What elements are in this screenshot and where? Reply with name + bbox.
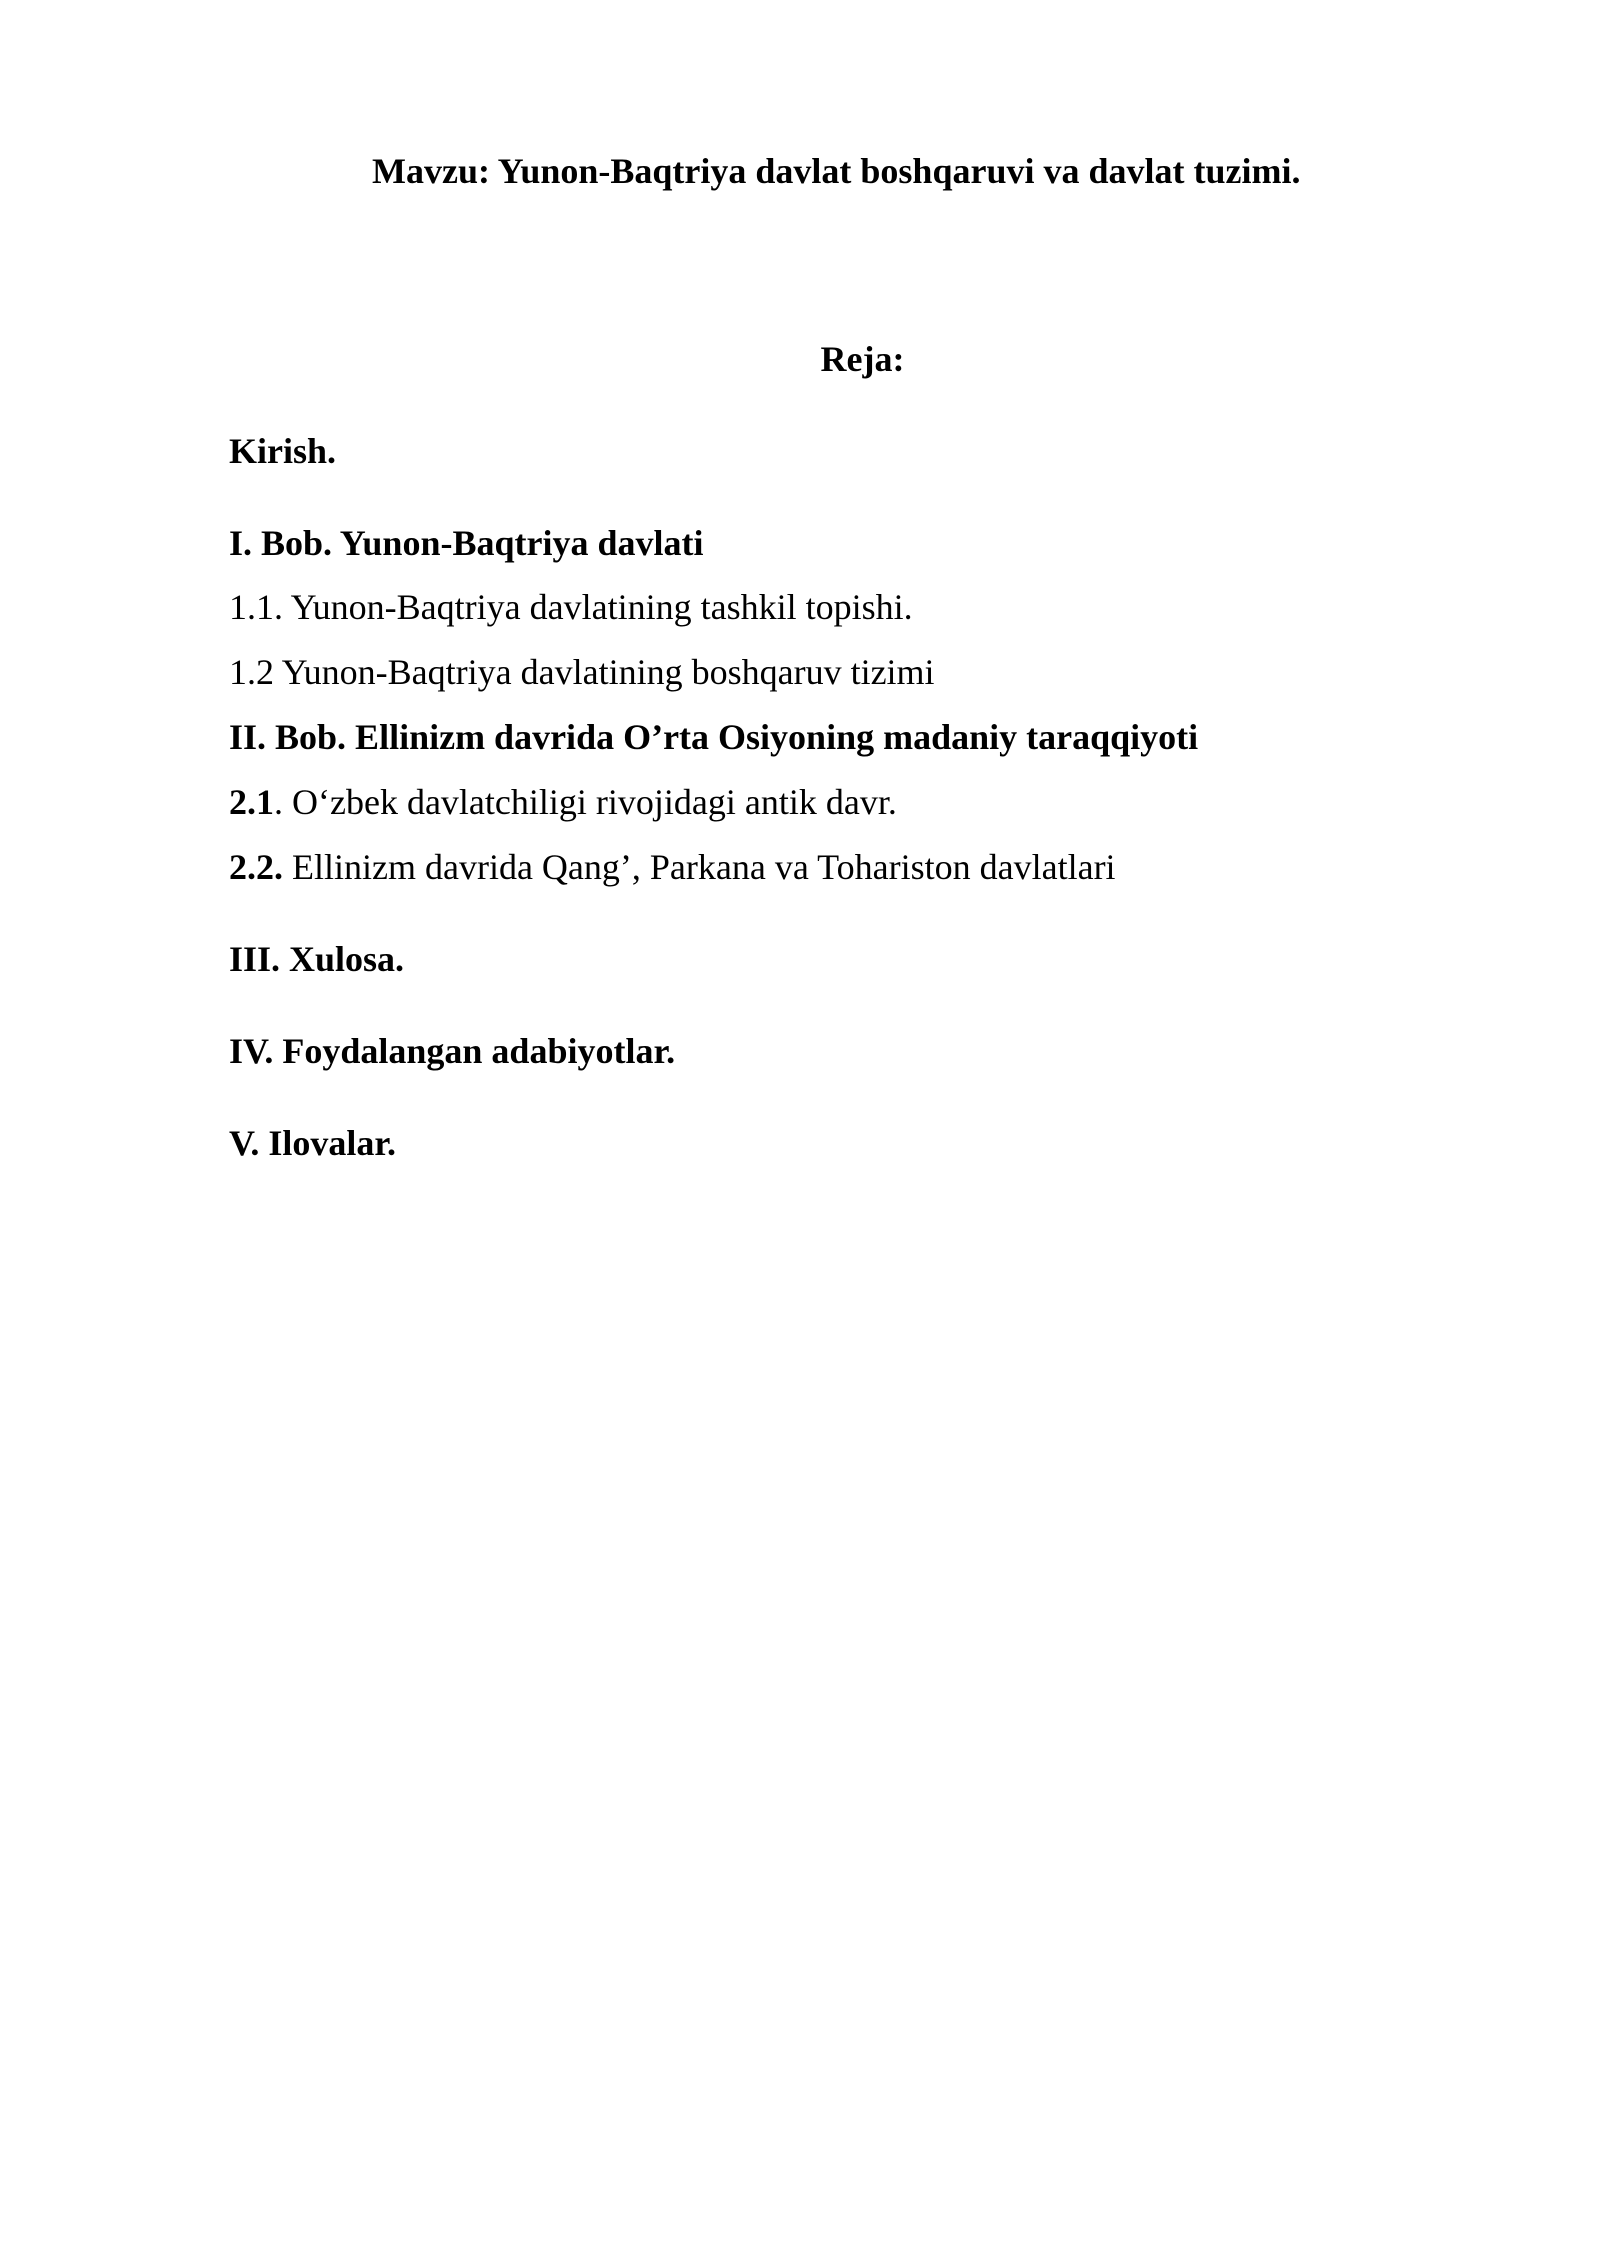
intro-item: Kirish.	[229, 431, 337, 471]
section-2-2	[229, 848, 1116, 888]
section-1-2: 1.2 Yunon-Baqtriya davlatining boshqaruv tizimi	[229, 652, 935, 692]
references-item: IV. Foydalangan adabiyotlar.	[229, 1031, 676, 1071]
conclusion-item: III. Xulosa.	[229, 939, 405, 979]
chapter1-title: I. Bob. Yunon-Baqtriya davlati	[229, 523, 704, 563]
section-2-2-text: Ellinizm davrida Qang’, Parkana va Tohariston davlatlari	[283, 847, 1116, 887]
section-2-1	[229, 783, 897, 823]
section-2-1-text: . O‘zbek davlatchiligi rivojidagi antik davr.	[274, 782, 897, 822]
plan-heading: Reja:	[820, 339, 905, 379]
section-2-2-number: 2.2.	[229, 847, 283, 887]
document-title: Mavzu: Yunon-Baqtriya davlat boshqaruvi va davlat tuzimi.	[372, 151, 1301, 191]
section-1-1: 1.1. Yunon-Baqtriya davlatining tashkil topishi.	[229, 587, 913, 627]
chapter2-title: II. Bob. Ellinizm davrida O’rta Osiyoning madaniy taraqqiyoti	[229, 717, 1199, 757]
appendix-item: V. Ilovalar.	[229, 1123, 397, 1163]
section-2-1-number: 2.1	[229, 782, 274, 822]
